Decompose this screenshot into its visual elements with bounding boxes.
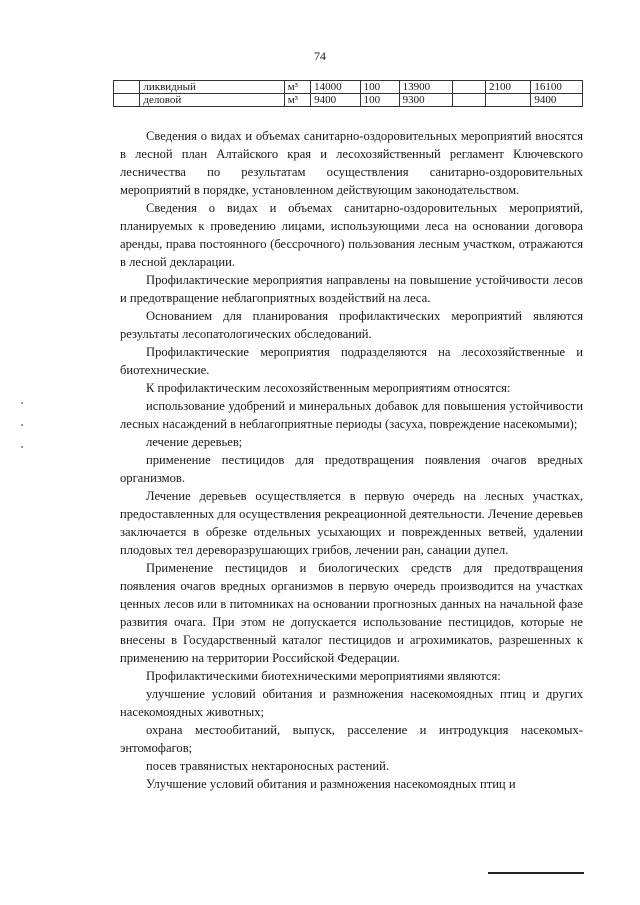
paragraph: Профилактические мероприятия подразделяются на лесохозяйственные и биотехнические. — [120, 345, 583, 377]
paragraph: лечение деревьев; — [146, 435, 243, 449]
scan-mark — [21, 424, 23, 426]
table-cell: м³ — [284, 94, 310, 107]
timber-volume-table — [113, 80, 583, 107]
paragraph: Профилактические мероприятия направлены на повышение устойчивости лесов и предотвращение неблагоприятных воздействий на леса. — [120, 273, 583, 305]
page-number: 74 — [314, 49, 326, 63]
scan-mark — [21, 446, 23, 448]
table-cell: 100 — [360, 94, 399, 107]
table-cell: 14000 — [311, 81, 361, 94]
paragraph: применение пестицидов для предотвращения появления очагов вредных организмов. — [120, 453, 583, 485]
paragraph: Сведения о видах и объемах санитарно-оздоровительных мероприятий, планируемых к проведению лицами, использующими леса на основании договора аренды, права постоянного (бессрочного) пользования лесным участком, отражаются в лесной декларации. — [120, 201, 583, 269]
table-cell: 9400 — [531, 94, 583, 107]
scan-mark — [21, 402, 23, 404]
paragraph: использование удобрений и минеральных добавок для повышения устойчивости лесных насаждений в неблагоприятные периоды (засуха, повреждение насекомыми); — [120, 399, 583, 431]
table-cell — [453, 94, 486, 107]
table-row — [114, 94, 583, 107]
body-text — [120, 127, 583, 793]
table-cell: 9400 — [311, 94, 361, 107]
table-cell — [114, 81, 140, 94]
table-cell: 9300 — [399, 94, 453, 107]
paragraph: Основанием для планирования профилактических мероприятий являются результаты лесопатологических обследований. — [120, 309, 583, 341]
table-cell: м³ — [284, 81, 310, 94]
table-cell: 2100 — [486, 81, 531, 94]
table-row — [114, 81, 583, 94]
table-cell: 100 — [360, 81, 399, 94]
paragraph: Улучшение условий обитания и размножения насекомоядных птиц и — [146, 777, 516, 791]
table-cell: деловой — [140, 94, 284, 107]
paragraph: посев травянистых нектароносных растений. — [146, 759, 390, 773]
paragraph: охрана местообитаний, выпуск, расселение и интродукция насекомых-энтомофагов; — [120, 723, 583, 755]
table-cell: ликвидный — [140, 81, 284, 94]
table-cell — [114, 94, 140, 107]
table-cell — [453, 81, 486, 94]
paragraph: Лечение деревьев осуществляется в первую очередь на лесных участках, предоставленных для осуществления рекреационной деятельности. Лечение деревьев заключается в обрезке отдельных усыхающих и поврежденных ветвей, удалении плодовых тел дереворазрушающих грибов, лечении ран, санации дупел. — [120, 489, 583, 557]
paragraph: Сведения о видах и объемах санитарно-оздоровительных мероприятий вносятся в лесной план Алтайского края и лесохозяйственный регламент Ключевского лесничества по результатам осуществления санитарно-оздоровительных мероприятий в порядке, установленном действующим законодательством. — [120, 129, 583, 197]
bottom-rule — [488, 872, 584, 874]
paragraph: Применение пестицидов и биологических средств для предотвращения появления очагов вредных организмов в первую очередь производится на участках ценных лесов или в питомниках на основании прогнозных данных на начальной фазе развития очага. При этом не допускается использование пестицидов, которые не внесены в Государственный каталог пестицидов и агрохимикатов, разрешенных к применению на территории Российской Федерации. — [120, 561, 583, 665]
paragraph: Профилактическими биотехническими мероприятиями являются: — [146, 669, 501, 683]
paragraph: К профилактическим лесохозяйственным мероприятиям относятся: — [146, 381, 511, 395]
table-cell — [486, 94, 531, 107]
table-cell: 13900 — [399, 81, 453, 94]
paragraph: улучшение условий обитания и размножения насекомоядных птиц и других насекомоядных животных; — [120, 687, 583, 719]
table-cell: 16100 — [531, 81, 583, 94]
